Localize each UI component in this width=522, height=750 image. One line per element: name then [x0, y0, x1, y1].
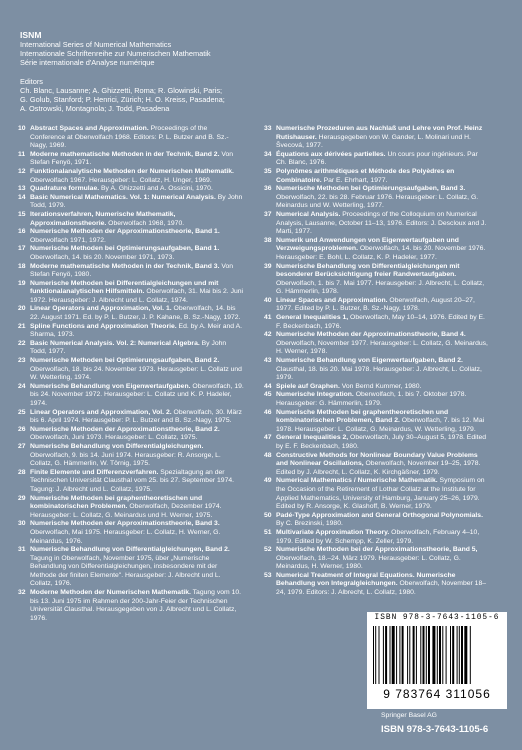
- barcode-bar: [470, 626, 471, 684]
- volume-details: Oberwolfach 1971, 1972.: [30, 236, 106, 244]
- volume-details: Herausgegeben von W. Gander, L. Molinari und H. Švecová, 1977.: [276, 133, 471, 150]
- volume-description: [30, 469, 244, 495]
- volume-details: Oberwolfach, November 1977. Herausgeber: L. Collatz, G. Meinardus, H. Werner, 1978.: [276, 339, 488, 356]
- volume-title: Numerik und Anwendungen von Eigenwertaufgaben und Verzweigungsproblemen.: [276, 236, 459, 253]
- volume-title: Quadrature formulae.: [30, 185, 100, 193]
- barcode-bar: [373, 626, 374, 684]
- volume-entry: [18, 426, 244, 443]
- volume-number: 30: [18, 520, 26, 528]
- barcode-digits: 9 783764 311056: [383, 687, 491, 701]
- volume-title: Numerical Mathematics / Numerische Mathematik.: [276, 477, 438, 485]
- volume-number: 46: [264, 408, 272, 416]
- barcode-bar: [407, 626, 408, 684]
- volume-number: 34: [264, 150, 272, 158]
- volume-number: 25: [18, 408, 26, 416]
- barcode-bar: [450, 626, 451, 684]
- volume-description: [276, 434, 490, 451]
- volume-entry: [18, 168, 244, 185]
- volume-details: Oberwolfach, November 19–25, 1978. Edited by J. Albrecht, L. Collatz, K. Kirchgäßner, 1979.: [276, 460, 481, 476]
- volume-description: [276, 572, 490, 598]
- volume-title: Numerische Behandlung von Differentialgleichungen, Band 2.: [30, 546, 230, 554]
- volume-entry: [18, 323, 244, 340]
- barcode-bar: [402, 626, 404, 684]
- volume-details: By John Todd, 1977.: [30, 339, 227, 356]
- volume-number: 21: [18, 322, 26, 330]
- volume-title: Linear Operators and Approximation, Vol. 2.: [30, 408, 172, 416]
- volume-title: Moderne mathematische Methoden in der Technik, Band 3.: [30, 262, 220, 270]
- volume-title: Numerische Methoden bei Optimierungsaufgaben, Band 1.: [30, 245, 220, 253]
- volume-title: Numerische Methoden bei der Approximationstheorie, Band 5,: [276, 546, 478, 554]
- volume-details: Oberwolfach, 1. bis 7. Mai 1977. Herausgeber: J. Albrecht, L. Collatz, G. Hämmerlin, 1978.: [276, 279, 485, 296]
- volume-description: [30, 589, 244, 623]
- barcode-bar: [437, 626, 438, 684]
- volume-details: Oberwolfach, 14. bis 20. November 1976. Herausgeber: E. Bohl, L. Collatz, K. P. Hadeler, 1977.: [276, 245, 486, 261]
- barcode-bar: [452, 626, 454, 684]
- volume-description: [276, 529, 490, 546]
- barcode-bar: [392, 626, 395, 684]
- volume-description: [30, 245, 244, 262]
- volume-entry: [264, 391, 490, 408]
- volume-title: Numerische Methoden der Approximationstheorie, Band 2.: [30, 425, 220, 433]
- volume-description: [30, 211, 244, 228]
- volume-description: [276, 125, 490, 151]
- volume-entry: [18, 383, 244, 409]
- series-header: [20, 30, 500, 113]
- barcode-bar: [399, 626, 400, 684]
- volume-description: [30, 495, 244, 521]
- volume-number: 16: [18, 228, 26, 236]
- volume-entry: [264, 297, 490, 314]
- volume-description: [276, 357, 490, 383]
- volume-description: [30, 323, 244, 340]
- volume-number: 37: [264, 210, 272, 218]
- volume-title: Numerische Behandlung von Differentialgleichungen.: [30, 442, 204, 450]
- volume-number: 19: [18, 279, 26, 287]
- volume-title: General Inequalities 2,: [276, 434, 349, 442]
- barcode-bar: [390, 626, 391, 684]
- volume-title: Linear Spaces and Approximation.: [276, 296, 388, 304]
- volume-number: 53: [264, 571, 272, 579]
- volume-description: [276, 151, 490, 168]
- volume-number: 29: [18, 494, 26, 502]
- volume-description: [276, 185, 490, 211]
- volume-description: [276, 314, 490, 331]
- volume-entry: [264, 314, 490, 331]
- volume-entry: [18, 125, 244, 151]
- volume-details: Symposium on the Occasion of the Retirement of Lothar Collatz at the Institute for Applied Mathematics, University of Hamburg, January 25–26, 1979. Edited by R. Ansorge, K. Glashoff, B. Werner, 1979.: [276, 477, 485, 511]
- volume-details: Par E. Ehrhart, 1977.: [321, 176, 388, 184]
- volume-description: [30, 546, 244, 589]
- volume-entry: [264, 357, 490, 383]
- volume-entry: [264, 477, 490, 511]
- volume-title: Funktionalanalytische Methoden der Numerischen Mathematik.: [30, 167, 234, 175]
- volume-title: Numerische Methoden der Approximationstheorie, Band 1.: [30, 228, 220, 236]
- volume-title: Numerische Methoden bei Optimierungsaufgaben, Band 3.: [276, 185, 466, 193]
- volume-number: 12: [18, 167, 26, 175]
- volume-entry: [264, 572, 490, 598]
- volume-entry: [264, 151, 490, 168]
- volume-description: [30, 151, 244, 168]
- volume-title: Numerische Methoden bei Optimierungsaufgaben, Band 2.: [30, 357, 220, 365]
- volume-entry: [264, 263, 490, 297]
- volume-details: Oberwolfach 1967. Herausgeber: L. Collatz, H. Unger, 1969.: [30, 176, 212, 184]
- barcode-bar: [464, 626, 467, 684]
- volume-details: Spezialtagung an der Technischen Universität Clausthal vom 25. bis 27. September 1974. Tagung: J. Albrecht und L. Collatz, 1975.: [30, 468, 235, 493]
- volume-entry: [18, 409, 244, 426]
- volume-entry: [18, 469, 244, 495]
- volume-description: [30, 125, 244, 151]
- series-line-2: Internationale Schriftenreihe zur Numerischen Mathematik: [20, 49, 211, 59]
- volume-title: Iterationsverfahren, Numerische Mathematik, Approximationstheorie.: [30, 210, 176, 227]
- volume-description: [30, 357, 244, 383]
- volume-description: [30, 409, 244, 426]
- volume-entry: [264, 452, 490, 478]
- volume-entry: [264, 383, 490, 392]
- volume-title: Numerical Treatment of Integral Equations. Numerische Behandlung von Integralgleichungen.: [276, 571, 456, 588]
- volume-entry: [264, 211, 490, 237]
- volume-details: Oberwolfach, Juni 1973. Herausgeber: L. Collatz, 1975.: [30, 434, 198, 442]
- volume-entry: [18, 263, 244, 280]
- volume-title: Polynômes arithmétiques et Méthode des Polyèdres en Combinatoire.: [276, 167, 455, 184]
- volume-details: Tagung in Oberwolfach, November 1975, über „Numerische Behandlung von Differentialgleichungen, insbesondere mit der Methode der finiten Elemente". Herausgeber: J. Albrecht und L. Collatz, 1976.: [30, 554, 221, 588]
- volume-number: 48: [264, 451, 272, 459]
- volume-title: Spline Functions and Approximation Theorie.: [30, 322, 177, 330]
- volume-title: Multivariate Approximation Theory.: [276, 528, 390, 536]
- volume-entry: [18, 305, 244, 322]
- volume-details: Oberwolfach, July 30–August 5, 1978. Edited by E. F. Beckenbach, 1980.: [276, 434, 487, 450]
- volume-details: Proceedings of the Conference at Oberwolfach 1968. Editors: P. L. Butzer and B. Sz.-Nagy, 1969.: [30, 125, 229, 150]
- volume-entry: [18, 443, 244, 469]
- volume-details: Proceedings of the Colloquium on Numerical Analysis, Lausanne, October 11–13, 1976. Editors: J. Descloux and J. Marti, 1977.: [276, 210, 487, 236]
- volume-details: Clausthal, 18. bis 20. Mai 1978. Herausgeber: J. Albrecht, L. Collatz, 1979.: [276, 365, 482, 382]
- series-line-3: Série internationale d'Analyse numérique: [20, 58, 155, 68]
- volume-description: [276, 512, 490, 529]
- volume-details: By C. Brezinski, 1980.: [276, 520, 343, 528]
- volume-details: Oberwolfach, 22. bis 28. Februar 1976. Herausgeber: L. Collatz, G. Meinardus und W. Wetterling, 1977.: [276, 193, 479, 210]
- volume-description: [30, 340, 244, 357]
- barcode-bar: [446, 626, 447, 684]
- volume-details: Oberwolfach, 19. bis 24. November 1972. Herausgeber: L. Collatz und K. P. Hadeler, 1974.: [30, 382, 244, 407]
- volume-details: Oberwolfach, 18.–24. März 1979. Herausgeber: L. Collatz, G. Meinardus, H. Werner, 1980.: [276, 554, 461, 571]
- volume-entry: [18, 520, 244, 546]
- volume-description: [276, 237, 490, 263]
- volume-entry: [18, 340, 244, 357]
- volume-number: 38: [264, 236, 272, 244]
- volume-description: [30, 305, 244, 322]
- volume-entry: [18, 280, 244, 306]
- barcode-bar: [423, 626, 425, 684]
- series-acronym: ISNM: [20, 30, 42, 40]
- barcode-bar: [379, 626, 380, 684]
- volume-details: Tagung vom 10. bis 13. Juni 1975 im Rahmen der 200-Jahr-Feier der Technischen Universität Clausthal. Herausgegeben von J. Albrecht und L. Collatz, 1976.: [30, 589, 242, 622]
- volume-title: Spiele auf Graphen.: [276, 382, 340, 390]
- volume-details: By A. Ghizzetti and A. Ossicini, 1970.: [99, 185, 213, 193]
- volume-details: Oberwolfach, 14. bis 22. August 1971. Ed. by P. L. Butzer, J. P. Kahane, B. Sz.-Nagy, 1972.: [30, 305, 241, 322]
- volume-entry: [264, 237, 490, 263]
- volume-title: Moderne mathematische Methoden in der Technik, Band 2.: [30, 150, 220, 158]
- volume-description: [276, 546, 490, 572]
- volume-description: [30, 168, 244, 185]
- volume-details: Oberwolfach, May 10–14, 1976. Edited by E. F. Beckenbach, 1976.: [276, 314, 485, 330]
- volume-details: Oberwolfach, 18. bis 24. November 1973. Herausgeber: L. Collatz und W. Wetterling, 1974.: [30, 365, 242, 382]
- volume-number: 49: [264, 477, 272, 485]
- volume-entry: [264, 409, 490, 435]
- volume-number: 15: [18, 210, 26, 218]
- volume-number: 45: [264, 391, 272, 399]
- barcode-bar: [461, 626, 463, 684]
- barcode-bar: [413, 626, 415, 684]
- volume-title: Abstract Spaces and Approximation.: [30, 125, 149, 132]
- volume-details: Un cours pour ingénieurs. Par Ch. Blanc, 1976.: [276, 150, 478, 167]
- series-line-1: International Series of Numerical Mathematics: [20, 40, 172, 49]
- volume-number: 13: [18, 185, 26, 193]
- volume-details: Oberwolfach, November 18–24, 1979. Editors: J. Albrecht, L. Collatz, 1980.: [276, 580, 487, 597]
- volume-details: Oberwolfach, 7. bis 12. Mai 1978. Herausgeber: L. Collatz, G. Meinardus, W. Wetterling, 1979.: [276, 417, 485, 433]
- volume-title: Numerische Methoden der Approximationstheorie, Band 3.: [30, 520, 220, 528]
- publisher-name: Springer Basel AG: [381, 712, 437, 719]
- volume-number: 44: [264, 382, 272, 390]
- volume-number: 51: [264, 528, 272, 536]
- volume-number: 41: [264, 314, 272, 322]
- volume-description: [276, 452, 490, 478]
- volume-description: [276, 263, 490, 297]
- barcode-bar: [375, 626, 376, 684]
- volume-number: 36: [264, 185, 272, 193]
- volume-details: Von Stefan Fenyö, 1971.: [30, 150, 234, 167]
- volume-number: 26: [18, 425, 26, 433]
- isbn-number: ISBN 978-3-7643-1105-6: [381, 724, 489, 735]
- volume-details: Von Stefan Fenyö, 1980.: [30, 262, 234, 279]
- volume-title: Constructive Methods for Nonlinear Boundary Value Problems and Nonlinear Oscillations,: [276, 451, 478, 468]
- volume-entry: [264, 168, 490, 185]
- barcode-icon: [373, 626, 501, 684]
- barcode-bar: [428, 626, 430, 684]
- editors-line-2: G. Golub, Stanford; P. Henrici, Zürich; H. O. Kreiss, Pasadena;: [20, 95, 225, 105]
- barcode-bar: [396, 626, 397, 684]
- editors-line-3: A. Ostrowski, Montagnola; J. Todd, Pasadena: [20, 104, 170, 114]
- volume-details: Oberwolfach 1968, 1970.: [106, 219, 185, 227]
- volume-entry: [264, 529, 490, 546]
- volume-entry: [264, 512, 490, 529]
- volume-number: 50: [264, 511, 272, 519]
- barcode-bar: [439, 626, 441, 684]
- volume-title: Padé-Type Approximation and General Orthogonal Polynomials.: [276, 511, 483, 519]
- volume-description: [276, 331, 490, 357]
- volume-details: Von Bernd Kummer, 1980.: [339, 382, 422, 390]
- editors-line-1: Ch. Blanc, Lausanne; A. Ghizzetti, Roma; R. Glowinski, Paris;: [20, 85, 223, 95]
- volume-title: Basic Numerical Mathematics. Vol. 1: Numerical Analysis.: [30, 193, 216, 201]
- volume-entry: [18, 151, 244, 168]
- volume-number: 17: [18, 245, 26, 253]
- volume-description: [30, 194, 244, 211]
- volume-entry: [18, 495, 244, 521]
- volume-number: 35: [264, 167, 272, 175]
- barcode-bar: [426, 626, 427, 684]
- volume-description: [30, 520, 244, 546]
- volume-number: 39: [264, 262, 272, 270]
- volume-title: Numerische Behandlung von Eigenwertaufgaben, Band 2.: [276, 357, 463, 365]
- barcode-bar: [459, 626, 460, 684]
- volume-details: Oberwolfach, 14. bis 20. November 1971, 1973.: [30, 253, 175, 261]
- volume-title: General Inequalities 1,: [276, 314, 349, 322]
- volume-number: 24: [18, 382, 26, 390]
- volume-details: Oberwolfach, February 4–10, 1979. Edited by W. Schempp, K. Zeller, 1979.: [276, 528, 480, 545]
- volume-title: Finite Elemente und Differenzverfahren.: [30, 468, 159, 476]
- volume-number: 22: [18, 339, 26, 347]
- volume-details: Oberwolfach, Mai 1975. Herausgeber: L. Collatz, H. Werner, G. Meinardus, 1976.: [30, 528, 221, 545]
- volume-entry: [18, 357, 244, 383]
- barcode-bar: [383, 626, 384, 684]
- volume-description: [276, 168, 490, 185]
- volume-entry: [18, 185, 244, 194]
- volume-title: Moderne Methoden der Numerischen Mathematik.: [30, 589, 191, 597]
- volume-description: [276, 297, 490, 314]
- volume-number: 43: [264, 357, 272, 365]
- volume-description: [30, 263, 244, 280]
- volume-details: Oberwolfach, 9. bis 14. Juni 1974. Herausgeber: R. Ansorge, L. Collatz, G. Hämmerlin, W. Törnig, 1975.: [30, 451, 221, 468]
- editors-label: Editors: [20, 76, 44, 86]
- volume-entry: [264, 331, 490, 357]
- volume-title: Numerische Integration.: [276, 391, 354, 399]
- volume-number: 32: [18, 589, 26, 597]
- volume-number: 20: [18, 305, 26, 313]
- volume-number: 40: [264, 296, 272, 304]
- volume-description: [276, 383, 490, 392]
- volume-title: Numerische Methoden bei Differentialgleichungen und mit funktionalanalytischen Hilfsmitteln.: [30, 279, 219, 296]
- volume-title: Numerische Behandlung von Eigenwertaufgaben.: [30, 382, 191, 390]
- volume-title: Numerische Methoden der Approximationstheorie, Band 4.: [276, 331, 466, 339]
- barcode-bar: [409, 626, 410, 684]
- volume-title: Équations aux dérivées partielles.: [276, 150, 386, 158]
- volume-details: Oberwolfach, 31. Mai bis 2. Juni 1972. Herausgeber: J. Albrecht und L. Collatz, 1974.: [30, 288, 244, 304]
- volume-description: [30, 185, 244, 194]
- volume-column-left: [18, 125, 244, 623]
- volume-number: 52: [264, 546, 272, 554]
- volume-description: [30, 280, 244, 306]
- volume-number: 31: [18, 546, 26, 554]
- volume-entry: [264, 434, 490, 451]
- volume-number: 14: [18, 193, 26, 201]
- volume-title: Numerical Analysis.: [276, 210, 341, 218]
- volume-description: [30, 228, 244, 245]
- barcode-isbn-text: ISBN 978-3-7643-1105-6: [374, 614, 500, 622]
- volume-number: 10: [18, 125, 26, 132]
- volume-details: Oberwolfach, Dezember 1974. Herausgeber: L. Collatz, G. Meinardus und H. Werner, 1975.: [30, 503, 222, 519]
- volume-number: 42: [264, 331, 272, 339]
- barcode-bar: [457, 626, 458, 684]
- volume-entry: [264, 185, 490, 211]
- volume-entry: [18, 194, 244, 211]
- volume-column-right: [264, 125, 490, 598]
- barcode-bar: [442, 626, 443, 684]
- volume-details: By John Todd, 1979.: [30, 193, 243, 210]
- volume-entry: [18, 211, 244, 228]
- volume-details: Oberwolfach, 30. März bis 6. April 1974. Herausgeber: P. L. Butzer and B. Sz.-Nagy, 1975.: [30, 408, 242, 425]
- volume-title: Numerische Prozeduren aus Nachlaß und Lehre von Prof. Heinz Rutishauser.: [276, 125, 483, 141]
- volume-description: [276, 477, 490, 511]
- volume-details: Oberwolfach, August 20–27, 1977. Edited by P. L. Butzer, B. Sz.-Nagy, 1978.: [276, 296, 475, 313]
- volume-description: [276, 409, 490, 435]
- barcode-bar: [432, 626, 435, 684]
- volume-title: Linear Operators and Approximation, Vol. 1.: [30, 305, 172, 313]
- volume-entry: [264, 125, 490, 151]
- volume-title: Numerische Methoden bei graphentheoretischen und kombinatorischen Problemen.: [30, 494, 203, 511]
- barcode-bar: [416, 626, 417, 684]
- volume-number: 18: [18, 262, 26, 270]
- volume-entry: [18, 245, 244, 262]
- volume-description: [30, 383, 244, 409]
- volume-entry: [18, 228, 244, 245]
- volume-title: Numerische Methoden bei graphentheoretischen und kombinatorischen Problemen, Band 2.: [276, 408, 449, 425]
- barcode-bar: [385, 626, 387, 684]
- volume-description: [30, 426, 244, 443]
- volume-details: Oberwolfach, 1. bis 7. Oktober 1978. Herausgeber: G. Hämmerlin, 1979.: [276, 391, 467, 407]
- volume-description: [276, 211, 490, 237]
- volume-number: 27: [18, 442, 26, 450]
- volume-details: Ed. by A. Meir and A. Sharma, 1973.: [30, 322, 243, 339]
- volume-number: 23: [18, 357, 26, 365]
- volume-number: 11: [18, 150, 26, 158]
- volume-entry: [18, 546, 244, 589]
- volume-title: Numerische Behandlung von Differentialgleichungen mit besonderer Berücksichtigung freier Randwertaufgaben.: [276, 262, 460, 279]
- volume-number: 47: [264, 434, 272, 442]
- barcode-bar: [420, 626, 421, 684]
- barcode-panel: [367, 612, 507, 709]
- volume-entry: [264, 546, 490, 572]
- volume-number: 28: [18, 468, 26, 476]
- volume-title: Basic Numerical Analysis. Vol. 2: Numerical Algebra.: [30, 339, 200, 347]
- volume-entry: [18, 589, 244, 623]
- volume-description: [30, 443, 244, 469]
- volume-description: [276, 391, 490, 408]
- volume-number: 33: [264, 125, 272, 132]
